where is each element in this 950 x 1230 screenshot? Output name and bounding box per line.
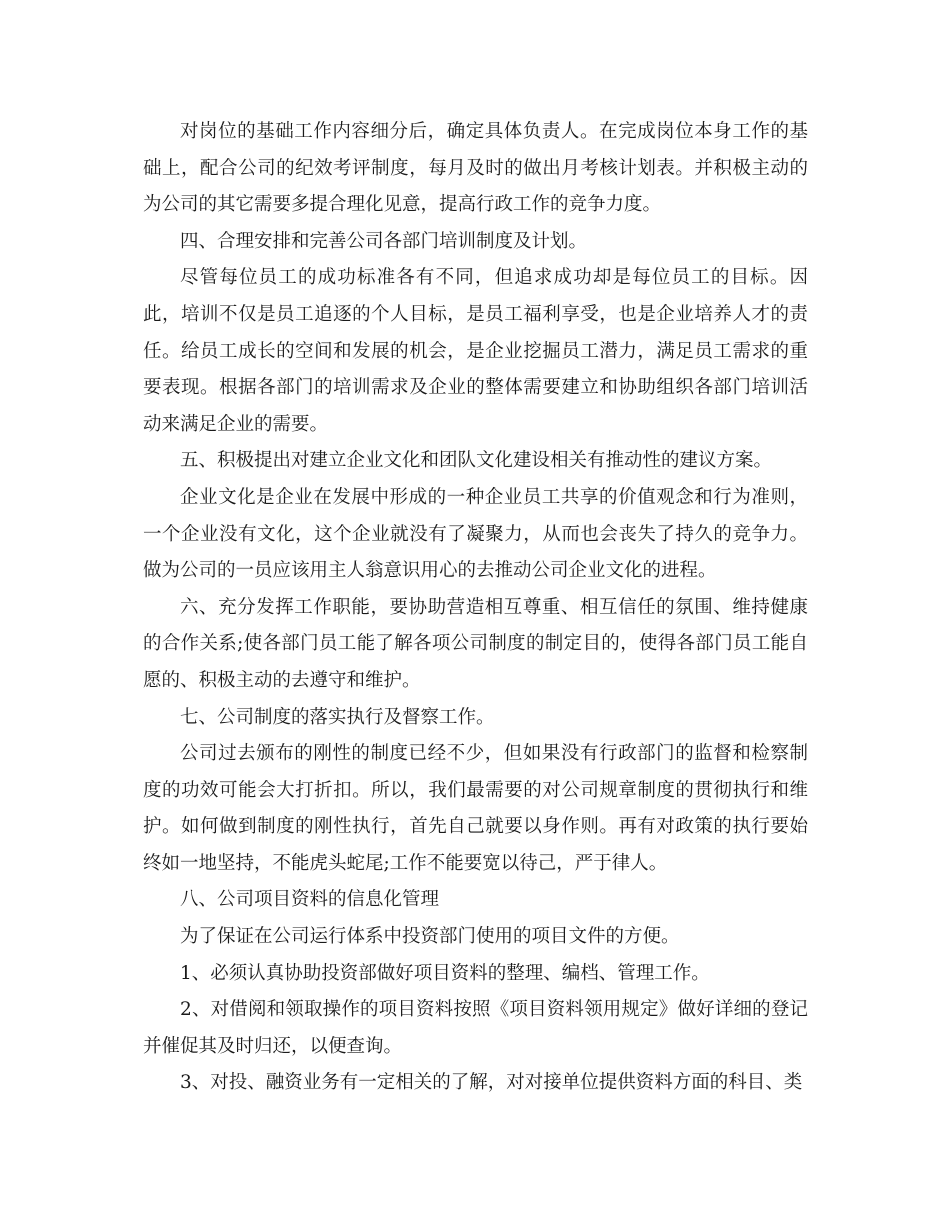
list-item-1: 1、必须认真协助投资部做好项目资料的整理、编档、管理工作。 — [180, 962, 710, 984]
paragraph-5: 为了保证在公司运行体系中投资部门使用的项目文件的方便。 — [180, 926, 680, 948]
section-heading-7: 七、公司制度的落实执行及督察工作。 — [180, 706, 495, 728]
paragraph-3: 企业文化是企业在发展中形成的一种企业员工共享的价值观念和行为准则，一个企业没有文化，这个企业就没有了凝聚力，从而也会丧失了持久的竞争力。做为公司的一员应该用主人翁意识用心的去推动公司企业文化的进程。 — [143, 486, 808, 582]
paragraph-2: 尽管每位员工的成功标准各有不同，但追求成功却是每位员工的目标。因此，培训不仅是员工追逐的个人目标，是员工福利享受，也是企业培养人才的责任。给员工成长的空间和发展的机会，是企业挖掘员工潜力，满足员工需求的重要表现。根据各部门的培训需求及企业的整体需要建立和协助组织各部门培训活动来满足企业的需要。 — [143, 267, 808, 435]
list-item-2: 2、对借阅和领取操作的项目资料按照《项目资料领用规定》做好详细的登记并催促其及时归还，以便查询。 — [143, 999, 808, 1057]
section-heading-8: 八、公司项目资料的信息化管理 — [180, 889, 440, 911]
section-heading-5: 五、积极提出对建立企业文化和团队文化建设相关有推动性的建议方案。 — [180, 450, 773, 472]
section-heading-6: 六、充分发挥工作职能，要协助营造相互尊重、相互信任的氛围、维持健康的合作关系;使各部门员工能了解各项公司制度的制定目的，使得各部门员工能自愿的、积极主动的去遵守和维护。 — [143, 596, 808, 691]
paragraph-4: 公司过去颁布的刚性的制度已经不少，但如果没有行政部门的监督和检察制度的功效可能会大打折扣。所以，我们最需要的对公司规章制度的贯彻执行和维护。如何做到制度的刚性执行，首先自己就要以身作则。再有对政策的执行要始终如一地坚持，不能虎头蛇尾;工作不能要宽以待己，严于律人。 — [143, 743, 808, 874]
document-body — [143, 114, 808, 1102]
list-item-3: 3、对投、融资业务有一定相关的了解，对对接单位提供资料方面的科目、类 — [180, 1072, 803, 1094]
paragraph-1: 对岗位的基础工作内容细分后，确定具体负责人。在完成岗位本身工作的基础上，配合公司的纪效考评制度，每月及时的做出月考核计划表。并积极主动的为公司的其它需要多提合理化见意，提高行政工作的竞争力度。 — [143, 121, 808, 216]
section-heading-4: 四、合理安排和完善公司各部门培训制度及计划。 — [180, 230, 588, 252]
